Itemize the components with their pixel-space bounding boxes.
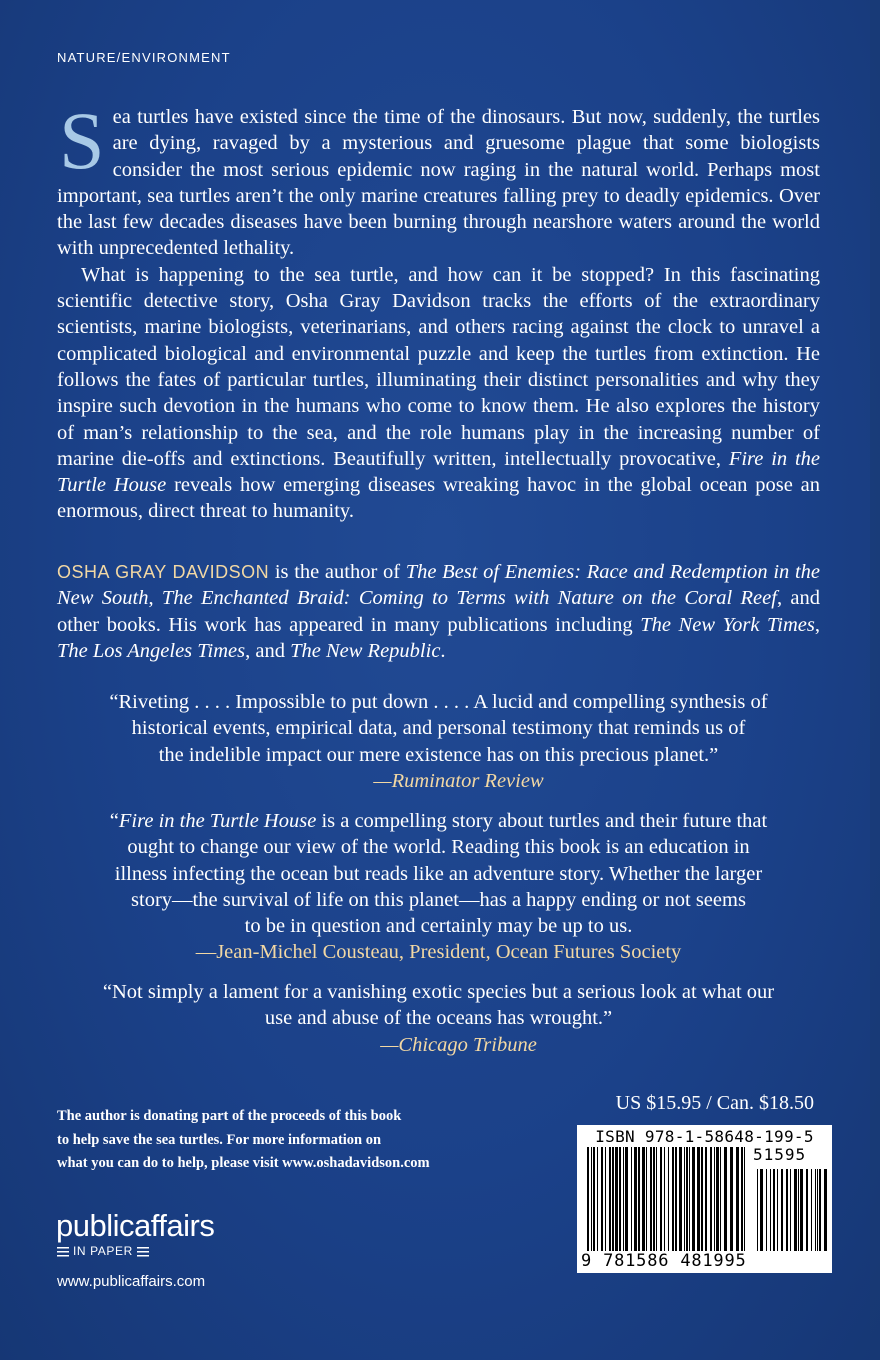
barcode-addon-bar	[770, 1169, 771, 1251]
donation-note	[57, 1105, 527, 1176]
quote-line: to be in question and certainly may be up to us.	[244, 915, 633, 938]
drop-cap: S	[59, 95, 105, 186]
barcode-bar	[660, 1147, 662, 1251]
barcode-bar	[686, 1147, 688, 1251]
barcode-addon-bar	[757, 1169, 758, 1251]
blurb-book-title: Fire in the Turtle House	[57, 447, 820, 497]
barcode-addon-bar	[815, 1169, 816, 1251]
barcode-bar	[609, 1147, 611, 1251]
barcode-bar	[697, 1147, 700, 1251]
review-quote-cousteau	[57, 808, 820, 966]
barcode-addon-bar	[811, 1169, 812, 1251]
barcode-digits: 9 781586 481995	[581, 1251, 747, 1271]
barcode-addon-bar	[773, 1169, 775, 1251]
triple-bar-icon	[57, 1247, 69, 1257]
category-label: NATURE/ENVIRONMENT	[57, 50, 231, 65]
barcode-bar	[605, 1147, 606, 1251]
quote-source	[57, 1032, 820, 1058]
author-bio-text-3: and	[255, 639, 285, 662]
barcode-bar	[710, 1147, 712, 1251]
barcode-bar	[638, 1147, 640, 1251]
quote-line: historical events, empirical data, and personal testimony that reminds us of	[131, 717, 746, 740]
barcode-addon-bar	[786, 1169, 788, 1251]
barcode-bar	[744, 1147, 745, 1251]
barcode-addon-bar	[781, 1169, 783, 1251]
price-label: US $15.95 / Can. $18.50	[615, 1092, 814, 1114]
barcode-addon-digits: 51595	[753, 1145, 807, 1164]
quote-line: story—the survival of life on this planet—has a happy ending or not seems	[131, 888, 746, 911]
barcode-bar	[705, 1147, 707, 1251]
barcode-bar	[656, 1147, 657, 1251]
blurb-paragraph-2-text-b: reveals how emerging diseases wreaking havoc in the global ocean pose an enormous, direct threat to humanity.	[57, 474, 821, 523]
quote-source	[57, 768, 820, 794]
barcode-bar	[587, 1147, 589, 1251]
quote-line: “Riveting . . . . Impossible to put down . . . . A lucid and compelling synthesis of	[109, 691, 768, 713]
donation-line: what you can do to help, please visit www.oshadavidson.com	[57, 1155, 430, 1171]
barcode-bar	[689, 1147, 690, 1251]
back-cover-blurb	[57, 95, 821, 525]
author-book-1: The Best of Enemies: Race and Redemption in the New South	[57, 561, 821, 610]
barcode-bar	[672, 1147, 674, 1251]
blurb-paragraph-2	[57, 262, 820, 525]
author-bio-text-1: is the author of	[274, 561, 401, 583]
isbn-number: ISBN 978-1-58648-199-5	[595, 1127, 814, 1146]
imprint-label: IN PAPER	[72, 1244, 133, 1258]
blurb-paragraph-1	[57, 95, 820, 262]
author-book-2: The Enchanted Braid: Coming to Terms with Nature on the Coral Reef	[161, 587, 777, 610]
barcode-addon-bar	[806, 1169, 808, 1251]
barcode-addon-bar	[819, 1169, 821, 1251]
barcode-bar	[714, 1147, 715, 1251]
barcode-bar	[679, 1147, 682, 1251]
quote-line: the indelible impact our mere existence has on this precious planet.”	[158, 743, 719, 766]
quote-source-text: —Chicago Tribune	[380, 1033, 537, 1056]
publication-2: The Los Angeles Times	[57, 639, 246, 662]
barcode-addon-bar	[760, 1169, 763, 1251]
author-bio-text-2: and other books. His work has appeared in many publications including	[57, 587, 820, 636]
barcode-bar	[736, 1147, 739, 1251]
barcode-bar	[724, 1147, 727, 1251]
quote-source: —Jean-Michel Cousteau, President, Ocean Futures Society	[195, 941, 682, 964]
barcode-addon-bar	[777, 1169, 778, 1251]
publication-3: The New Republic	[290, 639, 441, 662]
triple-bar-icon	[137, 1247, 149, 1257]
review-quote-chicago	[57, 979, 820, 1058]
barcode-bar	[593, 1147, 595, 1251]
barcode-addon-bar	[790, 1169, 791, 1251]
barcode-bar	[684, 1147, 685, 1251]
quote-line: “Fire in the Turtle House is a compelling story about turtles and their future that	[109, 810, 768, 832]
barcode-bar	[701, 1147, 703, 1251]
barcode-bar	[612, 1147, 614, 1251]
barcode-bar	[615, 1147, 618, 1251]
barcode-bar	[623, 1147, 624, 1251]
barcode-addon-bar	[824, 1169, 827, 1251]
barcode-bar	[720, 1147, 721, 1251]
cover-edge-strip	[870, 0, 880, 1360]
barcode-bar	[675, 1147, 677, 1251]
barcode-addon-bar	[766, 1169, 767, 1251]
quote-source-text: —Ruminator Review	[373, 769, 544, 792]
barcode-bar	[692, 1147, 695, 1251]
barcode-bar	[634, 1147, 637, 1251]
blurb-paragraph-1-text: ea turtles have existed since the time of the dinosaurs. But now, suddenly, the turtles are dying, ravaged by a mysterious and gruesome plague that some biologists consider the most serious epidemic now raging in the natural world. Perhaps most important, sea turtles aren’t the only marine creatures falling prey to deadly epidemics. Over the last few decades diseases have been burning through nearshore waters around the world with unprecedented lethality.	[57, 106, 820, 260]
publisher-logo: publicaffairs	[56, 1208, 215, 1243]
barcode-addon-bar	[800, 1169, 803, 1251]
barcode-bar	[642, 1147, 645, 1251]
isbn-barcode	[577, 1125, 832, 1273]
publisher-imprint	[57, 1244, 149, 1258]
barcode-bar	[650, 1147, 652, 1251]
quote-line: ought to change our view of the world. Reading this book is an education in	[127, 836, 750, 859]
review-quote-ruminator	[57, 689, 820, 794]
barcode-addon-bar	[817, 1169, 818, 1251]
quote-line: “Not simply a lament for a vanishing exotic species but a serious look at what our	[102, 981, 775, 1003]
quote-book-title: Fire in the Turtle House	[118, 810, 317, 832]
blurb-paragraph-2-text-a: What is happening to the sea turtle, and how can it be stopped? In this fascinating scientific detective story, Osha Gray Davidson tracks the efforts of the extraordinary scientists, marine biologists, veterinarians, and others racing against the clock to unravel a complicated biological and environmental puzzle and keep the turtles from extinction. He follows the fates of particular turtles, illuminating their distinct personalities and why they inspire such devotion in the humans who come to know them. He also explores the history of man’s relationship to the sea, and the role humans play in the increasing number of marine die-offs and extinctions. Beautifully written, intellectually provocative,	[57, 263, 820, 470]
barcode-bar	[716, 1147, 719, 1251]
quote-line-text: is a compelling story about turtles and their future that	[321, 810, 768, 832]
barcode-bar	[631, 1147, 632, 1251]
quote-line: illness infecting the ocean but reads like an adventure story. Whether the larger	[114, 862, 763, 885]
author-name: OSHA GRAY DAVIDSON	[57, 562, 270, 582]
barcode-bar	[668, 1147, 669, 1251]
publication-1: The New York Times	[640, 613, 815, 636]
barcode-bar	[646, 1147, 647, 1251]
author-bio: OSHA GRAY DAVIDSON is the author of The Best of Enemies: Race and Redemption in the New South, The Enchanted Braid: Coming to Terms with Nature on the Coral Reef, and other books. His work has appeared in many publications including The New York Times, The Los Angeles Times, and The New Republic.	[57, 561, 821, 662]
barcode-bar	[597, 1147, 598, 1251]
barcode-bar	[653, 1147, 655, 1251]
donation-line: The author is donating part of the proceeds of this book	[57, 1108, 402, 1124]
barcode-bar	[741, 1147, 743, 1251]
donation-line: to help save the sea turtles. For more information on	[57, 1131, 382, 1148]
quote-line: use and abuse of the oceans has wrought.”	[264, 1007, 613, 1030]
barcode-bar	[601, 1147, 603, 1251]
barcode-addon-bar	[794, 1169, 797, 1251]
barcode-bar	[625, 1147, 628, 1251]
barcode-addon-bar	[798, 1169, 799, 1251]
barcode-bar	[619, 1147, 621, 1251]
barcode-bar	[664, 1147, 665, 1251]
barcode-bar	[730, 1147, 733, 1251]
barcode-bar	[591, 1147, 592, 1251]
publisher-website: www.publicaffairs.com	[57, 1273, 206, 1290]
